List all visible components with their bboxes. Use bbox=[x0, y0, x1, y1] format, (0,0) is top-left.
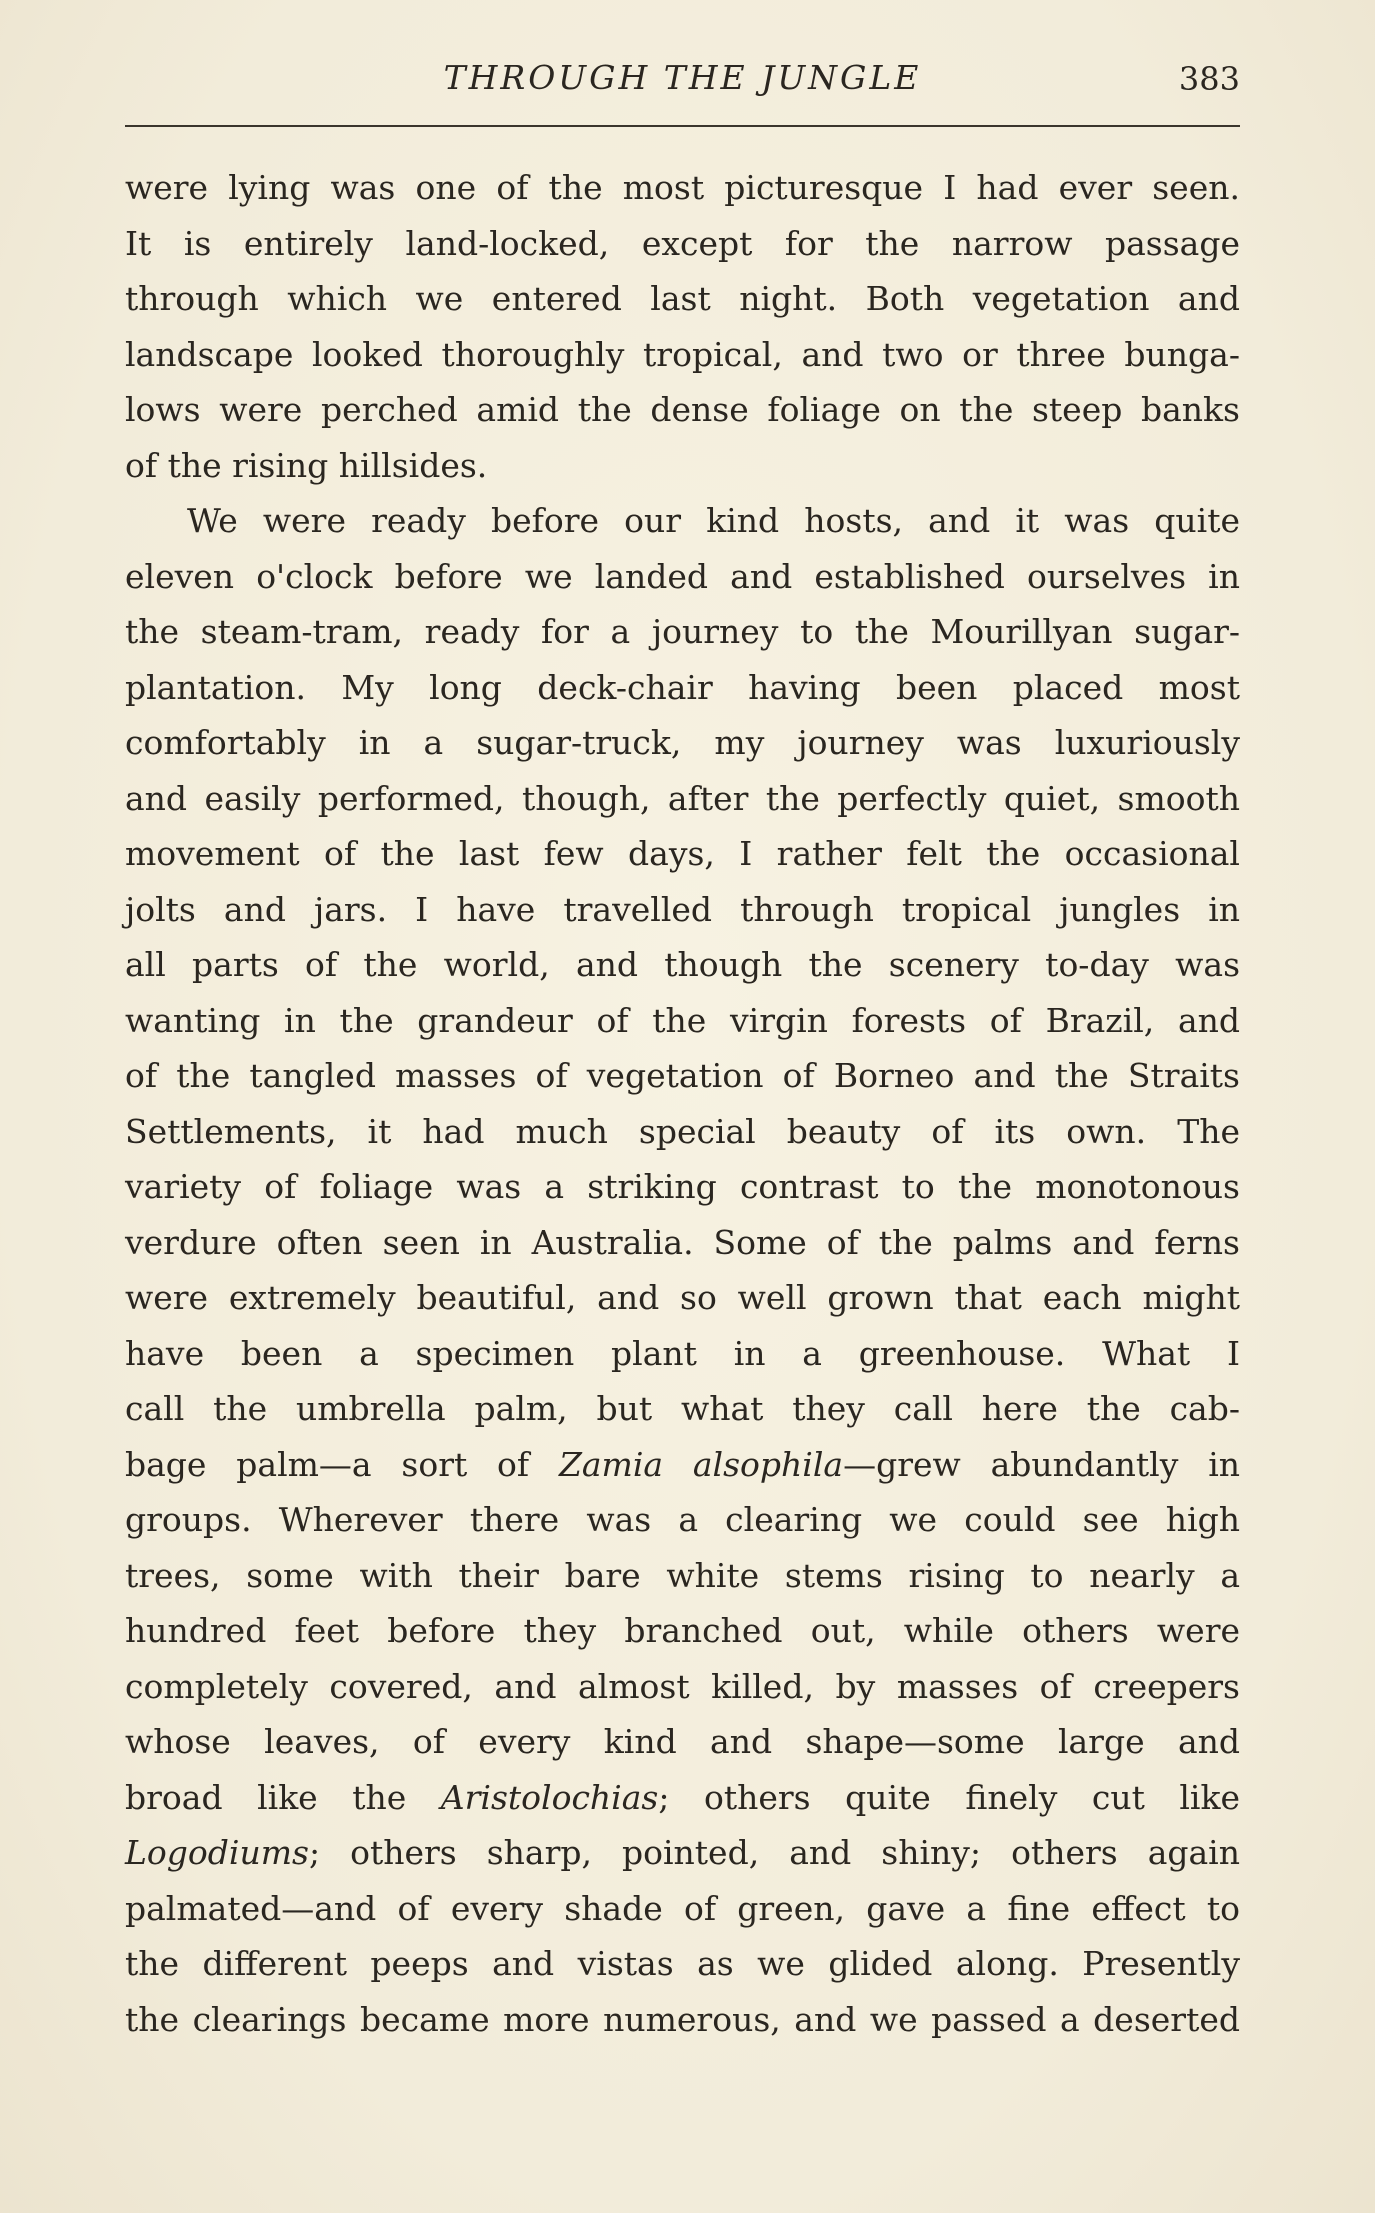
body-text bbox=[125, 160, 1240, 2047]
text-line: of the tangled masses of vegetation of Borneo and the Straits bbox=[125, 1056, 1240, 1095]
text-line: call the umbrella palm, but what they call here the cab- bbox=[125, 1389, 1240, 1428]
text-line: the steam-tram, ready for a journey to the Mourillyan sugar- bbox=[125, 612, 1240, 651]
text-line: were extremely beautiful, and so well grown that each might bbox=[125, 1278, 1240, 1317]
header-rule bbox=[125, 125, 1240, 127]
paragraph-end-line: of the rising hillsides. bbox=[125, 445, 488, 485]
text-line: groups. Wherever there was a clearing we could see high bbox=[125, 1500, 1240, 1539]
text-line: palmated—and of every shade of green, gave a fine effect to bbox=[125, 1888, 1240, 1928]
text-line: trees, some with their bare white stems rising to nearly a bbox=[125, 1555, 1240, 1595]
text-line: completely covered, and almost killed, by masses of creepers bbox=[125, 1666, 1240, 1706]
text-segment: broad like the bbox=[125, 1777, 441, 1817]
text-line: the different peeps and vistas as we glided along. Presently bbox=[125, 1944, 1240, 1983]
text-line: the clearings became more numerous, and we passed a deserted bbox=[125, 1999, 1240, 2039]
text-line-with-italic bbox=[125, 1770, 1240, 1826]
italic-plant-name: Aristolochias bbox=[440, 1777, 659, 1817]
italic-plant-name: Logodiums bbox=[125, 1833, 309, 1872]
text-line: comfortably in a sugar-truck, my journey was luxuriously bbox=[125, 723, 1240, 762]
text-line: landscape looked thoroughly tropical, and two or three bunga- bbox=[125, 334, 1240, 374]
text-line: variety of foliage was a striking contrast to the monotonous bbox=[125, 1167, 1240, 1206]
text-segment: ; others sharp, pointed, and shiny; others again bbox=[308, 1833, 1240, 1872]
paragraph-start-line: We were ready before our kind hosts, and it was quite bbox=[187, 501, 1240, 540]
text-line: verdure often seen in Australia. Some of the palms and ferns bbox=[125, 1222, 1240, 1262]
text-line: all parts of the world, and though the scenery to-day was bbox=[125, 945, 1240, 984]
italic-species-name: Zamia alsophila bbox=[558, 1444, 844, 1484]
text-line: were lying was one of the most picturesque I had ever seen. bbox=[125, 168, 1240, 207]
text-line: hundred feet before they branched out, while others were bbox=[125, 1611, 1240, 1650]
text-line: movement of the last few days, I rather felt the occasional bbox=[125, 834, 1240, 873]
text-line: whose leaves, of every kind and shape—some large and bbox=[125, 1722, 1240, 1761]
text-segment: ; others quite finely cut like bbox=[658, 1777, 1240, 1817]
text-line: eleven o'clock before we landed and established ourselves in bbox=[125, 556, 1240, 596]
text-line: have been a specimen plant in a greenhouse. What I bbox=[125, 1333, 1240, 1373]
text-line: plantation. My long deck-chair having been placed most bbox=[125, 667, 1240, 707]
text-line: through which we entered last night. Both vegetation and bbox=[125, 279, 1240, 318]
text-line: jolts and jars. I have travelled through tropical jungles in bbox=[125, 889, 1240, 929]
text-segment: —grew abundantly in bbox=[843, 1444, 1240, 1484]
text-line: It is entirely land-locked, except for the narrow passage bbox=[125, 223, 1240, 263]
running-title: THROUGH THE JUNGLE bbox=[443, 58, 922, 97]
page-number: 383 bbox=[1178, 60, 1240, 98]
running-head bbox=[125, 58, 1240, 106]
text-line-with-italic bbox=[125, 1825, 1240, 1881]
text-line: lows were perched amid the dense foliage on the steep banks bbox=[125, 390, 1240, 429]
text-line-with-italic bbox=[125, 1437, 1240, 1493]
text-line: Settlements, it had much special beauty of its own. The bbox=[125, 1111, 1240, 1151]
text-segment: bage palm—a sort of bbox=[125, 1444, 559, 1484]
text-line: and easily performed, though, after the perfectly quiet, smooth bbox=[125, 778, 1240, 818]
text-line: wanting in the grandeur of the virgin forests of Brazil, and bbox=[125, 1000, 1240, 1040]
